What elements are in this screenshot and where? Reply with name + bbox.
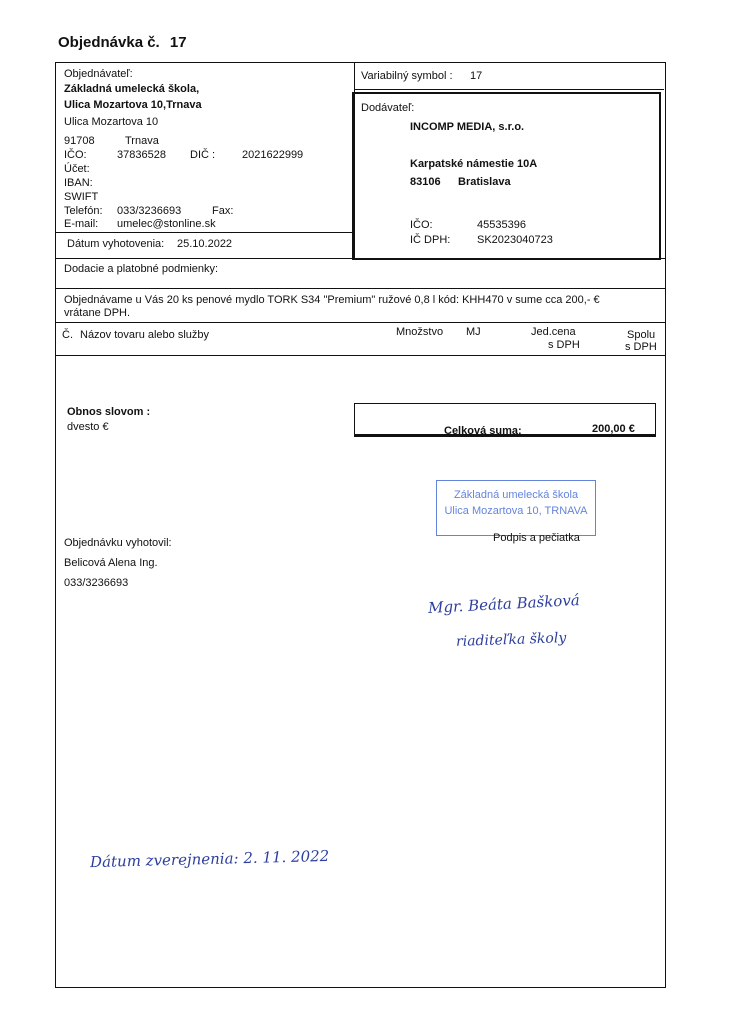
col-name-header: Názov tovaru alebo služby — [80, 329, 210, 341]
divider — [354, 89, 664, 90]
col-qty-header: Množstvo — [396, 326, 444, 338]
orderer-city: Trnava — [125, 135, 159, 147]
variable-symbol-label: Variabilný symbol : — [361, 70, 453, 82]
title-text: Objednávka č. — [58, 34, 160, 51]
order-text-line2: vrátane DPH. — [64, 307, 131, 319]
supplier-zip: 83106 — [410, 176, 441, 188]
divider — [55, 355, 665, 356]
orderer-dic-label: DIČ : — [190, 149, 216, 161]
signature-label: Podpis a pečiatka — [493, 532, 580, 544]
issued-by-name: Belicová Alena Ing. — [64, 557, 158, 569]
page-title — [58, 34, 187, 51]
orderer-phone-label: Telefón: — [64, 205, 103, 217]
orderer-email: umelec@stonline.sk — [117, 218, 216, 230]
school-stamp — [436, 480, 596, 536]
col-total-header-1: Spolu — [627, 329, 656, 341]
orderer-email-label: E-mail: — [64, 218, 99, 230]
handwritten-publication-date: Dátum zverejnenia: 2. 11. 2022 — [89, 846, 330, 872]
supplier-ico: 45535396 — [477, 219, 526, 231]
order-number: 17 — [169, 34, 187, 51]
orderer-ico-label: IČO: — [64, 149, 87, 161]
terms-label: Dodacie a platobné podmienky: — [64, 263, 219, 275]
col-price-header-2: s DPH — [548, 339, 580, 351]
divider — [55, 322, 665, 323]
col-price-header-1: Jed.cena — [531, 326, 576, 338]
divider — [55, 258, 665, 259]
issued-by-phone: 033/3236693 — [64, 577, 129, 589]
orderer-account-label: Účet: — [64, 163, 90, 175]
orderer-swift-label: SWIFT — [64, 191, 99, 203]
words-label: Obnos slovom : — [67, 406, 151, 418]
supplier-label: Dodávateľ: — [361, 102, 415, 114]
supplier-street: Karpatské námestie 10A — [410, 158, 538, 170]
orderer-iban-label: IBAN: — [64, 177, 93, 189]
orderer-dic: 2021622999 — [242, 149, 304, 161]
total-value: 200,00 € — [592, 423, 635, 435]
col-no-header: Č. — [62, 329, 73, 341]
col-unit-header: MJ — [466, 326, 481, 338]
supplier-ico-label: IČO: — [410, 219, 433, 231]
orderer-name: Základná umelecká škola, — [64, 83, 200, 95]
divider — [55, 232, 355, 233]
date-label: Dátum vyhotovenia: — [67, 238, 165, 250]
stamp-line2: Ulica Mozartova 10, TRNAVA — [444, 505, 588, 517]
issued-by-label: Objednávku vyhotovil: — [64, 537, 172, 549]
supplier-city: Bratislava — [458, 176, 511, 188]
divider — [55, 288, 665, 289]
handwritten-signature-role: riaditeľka školy — [455, 630, 567, 650]
orderer-address-bold: Ulica Mozartova 10,Trnava — [64, 99, 202, 111]
words-value: dvesto € — [67, 421, 109, 433]
stamp-line1: Základná umelecká škola — [453, 489, 579, 501]
orderer-phone: 033/3236693 — [117, 205, 182, 217]
supplier-icdph: SK2023040723 — [477, 234, 553, 246]
orderer-ico: 37836528 — [117, 149, 166, 161]
supplier-name: INCOMP MEDIA, s.r.o. — [410, 121, 525, 133]
total-label: Celková suma: — [444, 425, 522, 437]
variable-symbol-value: 17 — [470, 70, 483, 82]
date-value: 25.10.2022 — [177, 238, 233, 250]
order-text-line1: Objednávame u Vás 20 ks penové mydlo TORK S34 "Premium" ružové 0,8 l kód: KHH470 v sume cca 200,- € — [64, 294, 600, 306]
orderer-address: Ulica Mozartova 10 — [64, 116, 159, 128]
col-total-header-2: s DPH — [625, 341, 657, 353]
orderer-fax-label: Fax: — [212, 205, 234, 217]
orderer-zip: 91708 — [64, 135, 95, 147]
handwritten-signature-name: Mgr. Beáta Bašková — [427, 591, 581, 617]
orderer-label: Objednávateľ: — [64, 68, 133, 80]
supplier-icdph-label: IČ DPH: — [410, 234, 451, 246]
